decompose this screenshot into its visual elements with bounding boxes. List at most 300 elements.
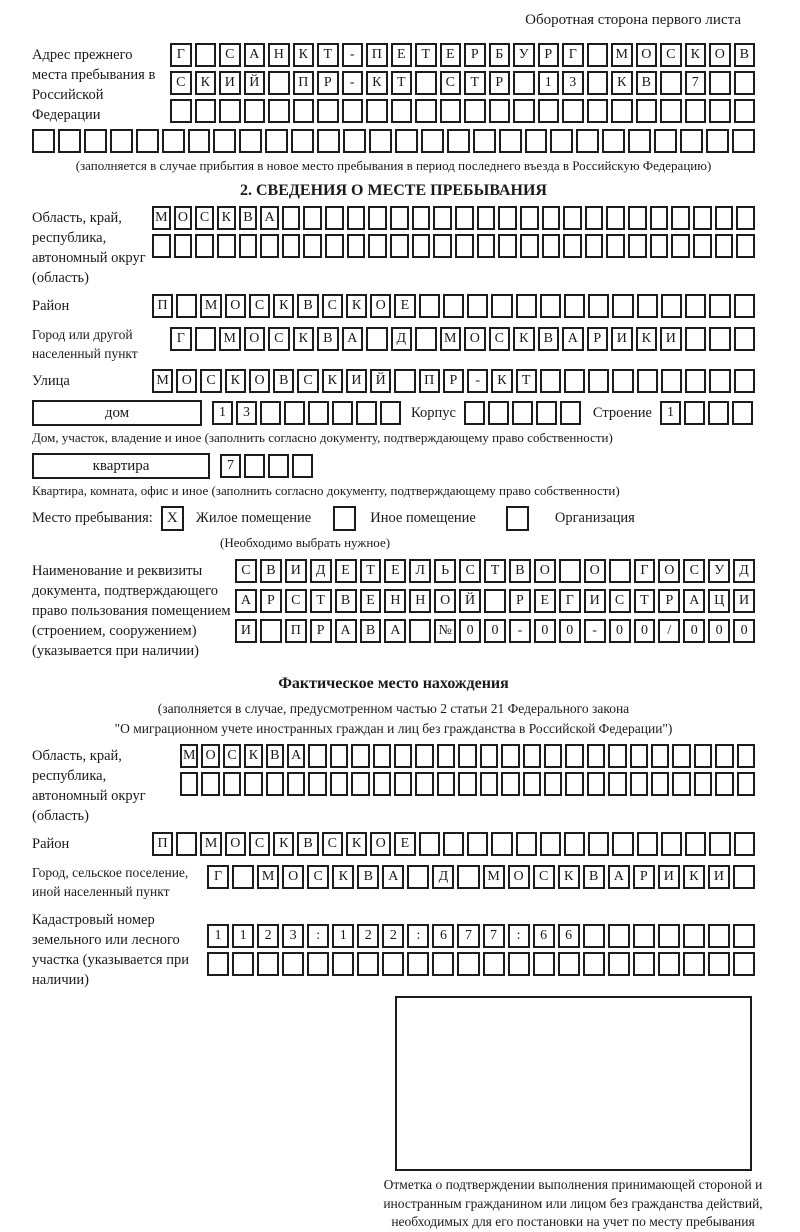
char-cell[interactable] — [685, 99, 707, 123]
char-cell[interactable]: - — [467, 369, 488, 393]
char-cell[interactable]: П — [366, 43, 388, 67]
char-cell[interactable] — [477, 234, 496, 258]
char-cell[interactable] — [650, 206, 669, 230]
char-cell[interactable]: О — [508, 865, 530, 889]
char-cell[interactable]: К — [685, 43, 707, 67]
char-cell[interactable] — [292, 454, 313, 478]
char-cell[interactable] — [457, 952, 479, 976]
char-cell[interactable]: Р — [489, 71, 511, 95]
char-cell[interactable] — [715, 234, 734, 258]
char-cell[interactable] — [480, 744, 498, 768]
checkbox-dwelling[interactable]: X — [161, 506, 184, 531]
char-cell[interactable] — [734, 369, 755, 393]
char-cell[interactable]: А — [342, 327, 364, 351]
char-cell[interactable] — [244, 772, 262, 796]
char-cell[interactable] — [415, 772, 433, 796]
char-cell[interactable] — [628, 129, 651, 153]
char-cell[interactable] — [516, 832, 537, 856]
char-cell[interactable] — [516, 294, 537, 318]
char-cell[interactable] — [587, 772, 605, 796]
char-cell[interactable]: : — [508, 924, 530, 948]
char-cell[interactable]: С — [533, 865, 555, 889]
char-cell[interactable] — [440, 99, 462, 123]
char-cell[interactable]: Н — [409, 589, 431, 613]
char-cell[interactable]: 7 — [457, 924, 479, 948]
char-cell[interactable] — [223, 772, 241, 796]
char-cell[interactable]: О — [636, 43, 658, 67]
char-cell[interactable] — [176, 294, 197, 318]
actual-region-row-2[interactable] — [180, 772, 755, 796]
char-cell[interactable]: К — [225, 369, 246, 393]
char-cell[interactable] — [685, 294, 706, 318]
char-cell[interactable]: 0 — [708, 619, 730, 643]
char-cell[interactable] — [520, 234, 539, 258]
char-cell[interactable] — [415, 71, 437, 95]
char-cell[interactable] — [661, 832, 682, 856]
char-cell[interactable]: О — [201, 744, 219, 768]
char-cell[interactable] — [565, 744, 583, 768]
char-cell[interactable]: - — [342, 71, 364, 95]
char-cell[interactable] — [473, 129, 496, 153]
stroenie-cells[interactable] — [660, 401, 753, 425]
char-cell[interactable]: В — [273, 369, 294, 393]
char-cell[interactable] — [219, 99, 241, 123]
char-cell[interactable] — [467, 294, 488, 318]
char-cell[interactable]: Р — [317, 71, 339, 95]
document-row-3[interactable] — [235, 619, 755, 643]
char-cell[interactable] — [734, 71, 756, 95]
document-row-2[interactable] — [235, 589, 755, 613]
char-cell[interactable]: 0 — [459, 619, 481, 643]
char-cell[interactable] — [693, 234, 712, 258]
char-cell[interactable]: - — [342, 43, 364, 67]
char-cell[interactable]: Т — [310, 589, 332, 613]
char-cell[interactable] — [658, 952, 680, 976]
char-cell[interactable] — [708, 401, 729, 425]
char-cell[interactable] — [651, 772, 669, 796]
char-cell[interactable]: 2 — [257, 924, 279, 948]
char-cell[interactable]: О — [658, 559, 680, 583]
char-cell[interactable] — [588, 832, 609, 856]
char-cell[interactable] — [232, 865, 254, 889]
char-cell[interactable]: 2 — [382, 924, 404, 948]
char-cell[interactable] — [588, 369, 609, 393]
char-cell[interactable] — [587, 99, 609, 123]
char-cell[interactable]: 0 — [534, 619, 556, 643]
char-cell[interactable] — [563, 234, 582, 258]
char-cell[interactable]: Ц — [708, 589, 730, 613]
checkbox-other-premises[interactable] — [333, 506, 356, 531]
char-cell[interactable]: А — [244, 43, 266, 67]
char-cell[interactable] — [287, 772, 305, 796]
house-number-cells[interactable] — [212, 401, 401, 425]
char-cell[interactable] — [565, 772, 583, 796]
char-cell[interactable]: С — [609, 589, 631, 613]
char-cell[interactable]: Е — [394, 832, 415, 856]
char-cell[interactable] — [499, 129, 522, 153]
char-cell[interactable] — [455, 206, 474, 230]
char-cell[interactable]: 3 — [236, 401, 257, 425]
char-cell[interactable]: М — [611, 43, 633, 67]
char-cell[interactable] — [110, 129, 133, 153]
char-cell[interactable] — [562, 99, 584, 123]
char-cell[interactable] — [636, 99, 658, 123]
char-cell[interactable] — [380, 401, 401, 425]
document-row-1[interactable] — [235, 559, 755, 583]
char-cell[interactable]: Д — [432, 865, 454, 889]
char-cell[interactable] — [458, 744, 476, 768]
char-cell[interactable] — [488, 401, 509, 425]
char-cell[interactable]: С — [307, 865, 329, 889]
char-cell[interactable]: : — [307, 924, 329, 948]
char-cell[interactable] — [136, 129, 159, 153]
char-cell[interactable]: Р — [658, 589, 680, 613]
char-cell[interactable] — [733, 952, 755, 976]
char-cell[interactable]: Е — [391, 43, 413, 67]
char-cell[interactable] — [174, 234, 193, 258]
char-cell[interactable]: А — [235, 589, 257, 613]
char-cell[interactable] — [373, 744, 391, 768]
char-cell[interactable] — [412, 206, 431, 230]
char-cell[interactable]: К — [558, 865, 580, 889]
char-cell[interactable] — [520, 206, 539, 230]
char-cell[interactable]: С — [235, 559, 257, 583]
char-cell[interactable] — [303, 234, 322, 258]
char-cell[interactable] — [308, 401, 329, 425]
char-cell[interactable] — [685, 327, 707, 351]
char-cell[interactable]: О — [534, 559, 556, 583]
char-cell[interactable]: У — [708, 559, 730, 583]
char-cell[interactable] — [612, 369, 633, 393]
char-cell[interactable] — [491, 294, 512, 318]
char-cell[interactable]: А — [287, 744, 305, 768]
char-cell[interactable] — [244, 99, 266, 123]
char-cell[interactable] — [523, 772, 541, 796]
char-cell[interactable] — [244, 454, 265, 478]
char-cell[interactable] — [343, 129, 366, 153]
char-cell[interactable] — [606, 234, 625, 258]
char-cell[interactable]: О — [584, 559, 606, 583]
char-cell[interactable] — [390, 234, 409, 258]
char-cell[interactable]: С — [660, 43, 682, 67]
char-cell[interactable]: Н — [384, 589, 406, 613]
char-cell[interactable] — [734, 327, 756, 351]
char-cell[interactable] — [564, 369, 585, 393]
char-cell[interactable]: Т — [317, 43, 339, 67]
char-cell[interactable] — [347, 206, 366, 230]
apartment-number-cells[interactable] — [220, 454, 313, 478]
char-cell[interactable]: Г — [170, 327, 192, 351]
char-cell[interactable] — [351, 744, 369, 768]
char-cell[interactable] — [715, 744, 733, 768]
char-cell[interactable]: С — [219, 43, 241, 67]
char-cell[interactable]: К — [346, 294, 367, 318]
char-cell[interactable]: В — [509, 559, 531, 583]
char-cell[interactable] — [268, 71, 290, 95]
char-cell[interactable] — [651, 744, 669, 768]
char-cell[interactable] — [733, 865, 755, 889]
char-cell[interactable]: Т — [516, 369, 537, 393]
char-cell[interactable]: С — [489, 327, 511, 351]
korpus-cells[interactable] — [464, 401, 581, 425]
char-cell[interactable]: С — [268, 327, 290, 351]
char-cell[interactable] — [366, 99, 388, 123]
char-cell[interactable]: А — [683, 589, 705, 613]
char-cell[interactable] — [708, 924, 730, 948]
char-cell[interactable] — [409, 619, 431, 643]
char-cell[interactable] — [684, 401, 705, 425]
char-cell[interactable] — [608, 772, 626, 796]
char-cell[interactable] — [484, 589, 506, 613]
char-cell[interactable]: О — [225, 294, 246, 318]
char-cell[interactable]: 1 — [660, 401, 681, 425]
char-cell[interactable] — [395, 129, 418, 153]
char-cell[interactable] — [583, 924, 605, 948]
char-cell[interactable] — [608, 744, 626, 768]
char-cell[interactable] — [266, 772, 284, 796]
char-cell[interactable] — [332, 401, 353, 425]
char-cell[interactable] — [709, 832, 730, 856]
char-cell[interactable] — [633, 952, 655, 976]
char-cell[interactable]: Й — [370, 369, 391, 393]
char-cell[interactable] — [170, 99, 192, 123]
char-cell[interactable] — [536, 401, 557, 425]
char-cell[interactable] — [542, 206, 561, 230]
char-cell[interactable] — [708, 952, 730, 976]
char-cell[interactable] — [542, 234, 561, 258]
char-cell[interactable]: В — [734, 43, 756, 67]
char-cell[interactable] — [477, 206, 496, 230]
char-cell[interactable]: О — [244, 327, 266, 351]
char-cell[interactable] — [734, 832, 755, 856]
char-cell[interactable]: : — [407, 924, 429, 948]
char-cell[interactable]: О — [464, 327, 486, 351]
char-cell[interactable]: Р — [587, 327, 609, 351]
char-cell[interactable] — [58, 129, 81, 153]
char-cell[interactable]: К — [683, 865, 705, 889]
char-cell[interactable] — [213, 129, 236, 153]
char-cell[interactable]: - — [509, 619, 531, 643]
char-cell[interactable]: П — [419, 369, 440, 393]
char-cell[interactable] — [394, 744, 412, 768]
char-cell[interactable] — [608, 924, 630, 948]
char-cell[interactable]: А — [384, 619, 406, 643]
char-cell[interactable] — [369, 129, 392, 153]
char-cell[interactable]: В — [538, 327, 560, 351]
char-cell[interactable]: С — [297, 369, 318, 393]
prev-address-row-3[interactable] — [170, 99, 755, 123]
char-cell[interactable]: М — [440, 327, 462, 351]
char-cell[interactable]: Л — [409, 559, 431, 583]
char-cell[interactable]: Е — [360, 589, 382, 613]
char-cell[interactable]: К — [244, 744, 262, 768]
char-cell[interactable] — [630, 744, 648, 768]
char-cell[interactable] — [737, 744, 755, 768]
char-cell[interactable]: К — [332, 865, 354, 889]
char-cell[interactable]: К — [611, 71, 633, 95]
char-cell[interactable] — [501, 744, 519, 768]
char-cell[interactable] — [583, 952, 605, 976]
char-cell[interactable]: И — [660, 327, 682, 351]
char-cell[interactable] — [394, 772, 412, 796]
char-cell[interactable] — [433, 234, 452, 258]
char-cell[interactable] — [368, 234, 387, 258]
char-cell[interactable]: К — [491, 369, 512, 393]
char-cell[interactable]: Д — [310, 559, 332, 583]
char-cell[interactable] — [282, 206, 301, 230]
char-cell[interactable] — [671, 206, 690, 230]
char-cell[interactable] — [540, 832, 561, 856]
char-cell[interactable] — [732, 401, 753, 425]
char-cell[interactable]: П — [152, 294, 173, 318]
char-cell[interactable] — [162, 129, 185, 153]
char-cell[interactable] — [464, 401, 485, 425]
char-cell[interactable]: И — [733, 589, 755, 613]
char-cell[interactable] — [291, 129, 314, 153]
char-cell[interactable]: Р — [633, 865, 655, 889]
char-cell[interactable]: О — [370, 832, 391, 856]
char-cell[interactable]: Р — [464, 43, 486, 67]
char-cell[interactable] — [347, 234, 366, 258]
char-cell[interactable]: 1 — [212, 401, 233, 425]
char-cell[interactable] — [489, 99, 511, 123]
char-cell[interactable]: С — [459, 559, 481, 583]
char-cell[interactable]: А — [608, 865, 630, 889]
char-cell[interactable]: С — [249, 832, 270, 856]
char-cell[interactable] — [268, 454, 289, 478]
char-cell[interactable] — [464, 99, 486, 123]
char-cell[interactable]: 1 — [207, 924, 229, 948]
char-cell[interactable] — [195, 234, 214, 258]
char-cell[interactable]: В — [360, 619, 382, 643]
char-cell[interactable]: И — [658, 865, 680, 889]
char-cell[interactable]: М — [257, 865, 279, 889]
char-cell[interactable] — [709, 327, 731, 351]
char-cell[interactable] — [709, 369, 730, 393]
char-cell[interactable]: А — [382, 865, 404, 889]
char-cell[interactable] — [498, 206, 517, 230]
char-cell[interactable]: Р — [310, 619, 332, 643]
char-cell[interactable]: И — [285, 559, 307, 583]
char-cell[interactable]: Н — [268, 43, 290, 67]
char-cell[interactable]: Е — [440, 43, 462, 67]
char-cell[interactable] — [483, 952, 505, 976]
char-cell[interactable]: 0 — [634, 619, 656, 643]
char-cell[interactable] — [709, 71, 731, 95]
char-cell[interactable] — [498, 234, 517, 258]
char-cell[interactable] — [419, 294, 440, 318]
char-cell[interactable]: 7 — [483, 924, 505, 948]
char-cell[interactable] — [284, 401, 305, 425]
char-cell[interactable]: Т — [484, 559, 506, 583]
char-cell[interactable] — [671, 234, 690, 258]
char-cell[interactable]: 2 — [357, 924, 379, 948]
char-cell[interactable] — [180, 772, 198, 796]
char-cell[interactable] — [84, 129, 107, 153]
char-cell[interactable]: О — [709, 43, 731, 67]
char-cell[interactable]: Г — [634, 559, 656, 583]
char-cell[interactable] — [609, 559, 631, 583]
char-cell[interactable]: Г — [559, 589, 581, 613]
char-cell[interactable]: К — [636, 327, 658, 351]
house-word-box[interactable]: дом — [32, 400, 202, 426]
char-cell[interactable] — [317, 129, 340, 153]
char-cell[interactable] — [391, 99, 413, 123]
char-cell[interactable]: О — [282, 865, 304, 889]
char-cell[interactable]: У — [513, 43, 535, 67]
char-cell[interactable]: 0 — [484, 619, 506, 643]
char-cell[interactable] — [458, 772, 476, 796]
prev-address-row-4[interactable] — [32, 129, 755, 153]
char-cell[interactable] — [382, 952, 404, 976]
char-cell[interactable] — [736, 206, 755, 230]
char-cell[interactable] — [303, 206, 322, 230]
char-cell[interactable]: С — [322, 832, 343, 856]
char-cell[interactable]: Р — [509, 589, 531, 613]
char-cell[interactable]: / — [658, 619, 680, 643]
char-cell[interactable] — [602, 129, 625, 153]
char-cell[interactable] — [217, 234, 236, 258]
char-cell[interactable] — [207, 952, 229, 976]
char-cell[interactable] — [558, 952, 580, 976]
char-cell[interactable] — [658, 924, 680, 948]
char-cell[interactable] — [188, 129, 211, 153]
char-cell[interactable]: О — [370, 294, 391, 318]
char-cell[interactable] — [733, 924, 755, 948]
char-cell[interactable] — [563, 206, 582, 230]
char-cell[interactable]: Д — [391, 327, 413, 351]
char-cell[interactable]: - — [584, 619, 606, 643]
char-cell[interactable]: Й — [459, 589, 481, 613]
char-cell[interactable] — [734, 99, 756, 123]
char-cell[interactable] — [513, 99, 535, 123]
char-cell[interactable] — [587, 71, 609, 95]
prev-address-row-2[interactable] — [170, 71, 755, 95]
char-cell[interactable] — [559, 559, 581, 583]
char-cell[interactable] — [415, 327, 437, 351]
char-cell[interactable]: П — [293, 71, 315, 95]
char-cell[interactable]: Е — [534, 589, 556, 613]
char-cell[interactable]: И — [708, 865, 730, 889]
char-cell[interactable]: Т — [391, 71, 413, 95]
char-cell[interactable] — [195, 99, 217, 123]
char-cell[interactable]: С — [683, 559, 705, 583]
char-cell[interactable] — [576, 129, 599, 153]
checkbox-organization[interactable] — [506, 506, 529, 531]
char-cell[interactable] — [672, 744, 690, 768]
char-cell[interactable]: С — [223, 744, 241, 768]
char-cell[interactable] — [176, 832, 197, 856]
char-cell[interactable] — [693, 206, 712, 230]
char-cell[interactable] — [480, 772, 498, 796]
char-cell[interactable]: М — [200, 832, 221, 856]
char-cell[interactable]: С — [322, 294, 343, 318]
char-cell[interactable] — [585, 234, 604, 258]
char-cell[interactable]: Г — [562, 43, 584, 67]
char-cell[interactable] — [587, 43, 609, 67]
char-cell[interactable]: В — [317, 327, 339, 351]
char-cell[interactable]: М — [152, 369, 173, 393]
char-cell[interactable] — [560, 401, 581, 425]
char-cell[interactable]: Т — [464, 71, 486, 95]
char-cell[interactable]: 0 — [609, 619, 631, 643]
char-cell[interactable] — [467, 832, 488, 856]
cadastre-row-2[interactable] — [207, 952, 755, 976]
char-cell[interactable]: А — [562, 327, 584, 351]
char-cell[interactable] — [612, 832, 633, 856]
prev-address-row-1[interactable] — [170, 43, 755, 67]
char-cell[interactable] — [533, 952, 555, 976]
